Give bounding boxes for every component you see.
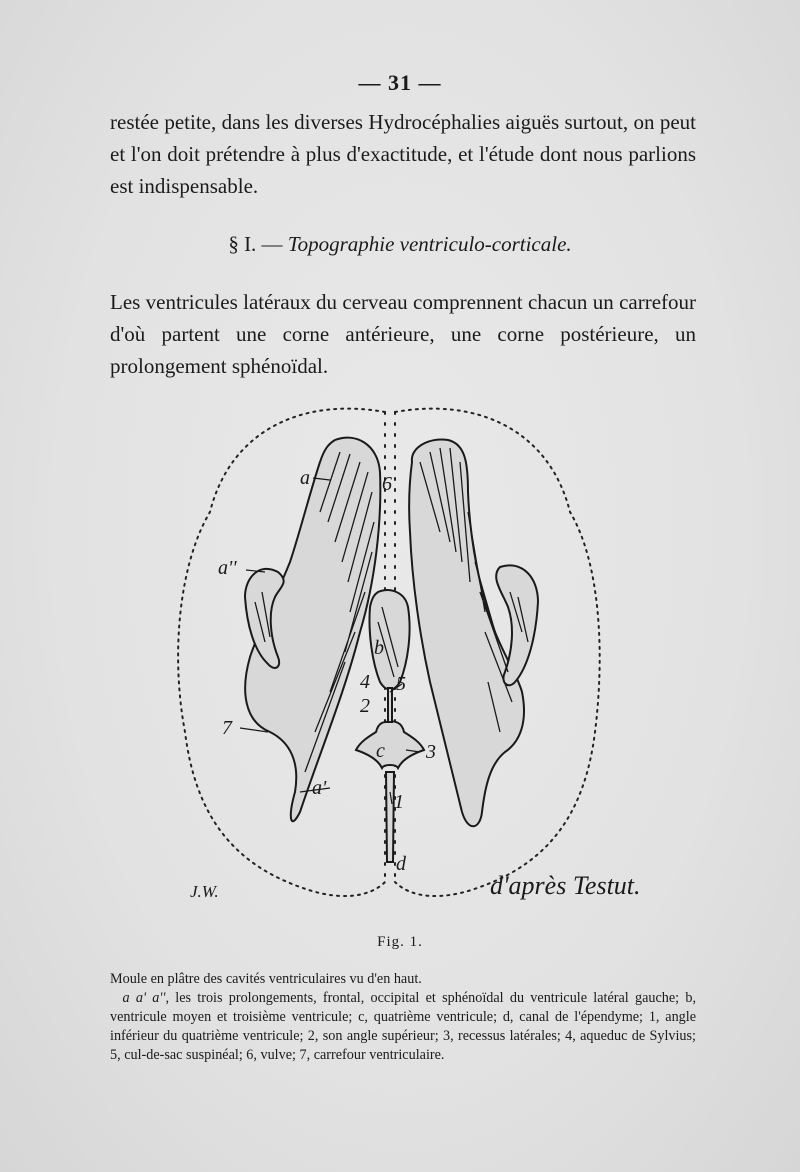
label-6: 6 <box>382 473 392 495</box>
label-4: 4 <box>360 671 370 693</box>
signature-left: J.W. <box>190 882 219 901</box>
label-3: 3 <box>426 741 436 763</box>
figure-label: Fig. 1. <box>377 934 423 950</box>
page-number: — 31 — <box>358 70 442 95</box>
ventricle-figure <box>150 392 650 912</box>
label-a-double: a'' <box>218 557 237 579</box>
label-5: 5 <box>396 673 406 695</box>
label-a: a <box>300 467 310 489</box>
section-number: § I. — <box>228 232 288 256</box>
signature-right: d'après Testut. <box>490 871 641 900</box>
paragraph-ventricles: Les ventricules latéraux du cerveau comprennent chacun un carrefour d'où partent une corne antérieure, une corne postérieure, un prolongement sphénoïdal. <box>110 290 696 378</box>
ependymal-canal <box>386 772 394 862</box>
label-b: b <box>374 637 384 659</box>
aqueduct <box>388 688 392 722</box>
label-c: c <box>376 740 385 762</box>
fourth-ventricle <box>356 721 424 768</box>
caption-legend-text: , les trois prolongements, frontal, occipital et sphénoïdal du ventricule latéral gauche; b, ventricule moyen et troisième ventricule; c, quatrième ventricule; d, canal de l'épendyme; 1, angle inférieur du quatrième ventricule; 2, son angle supérieur; 3, recessus latérales; 4, aqueduc de Sylvius; 5, cul-de-sac suspinéal; 6, vulve; 7, carrefour ventriculaire. <box>110 990 697 1063</box>
label-7: 7 <box>222 717 232 739</box>
section-heading <box>0 232 800 257</box>
caption-title: Moule en plâtre des cavités ventriculaires vu d'en haut. <box>110 971 422 987</box>
section-title: Topographie ventriculo-corticale. <box>287 232 572 256</box>
label-a-prime: a' <box>312 777 327 799</box>
right-lateral-ventricle <box>409 439 524 826</box>
label-d: d <box>396 853 406 875</box>
figure-caption <box>110 970 696 1065</box>
caption-legend <box>110 989 696 1065</box>
label-1: 1 <box>394 791 404 813</box>
caption-legend-lead: a a' a'' <box>122 990 166 1006</box>
paragraph-intro: restée petite, dans les diverses Hydrocéphalies aiguës surtout, on peut et l'on doit prétendre à plus d'exactitude, et l'étude dont nous parlions est indispensable. <box>110 110 696 198</box>
label-2: 2 <box>360 695 370 717</box>
